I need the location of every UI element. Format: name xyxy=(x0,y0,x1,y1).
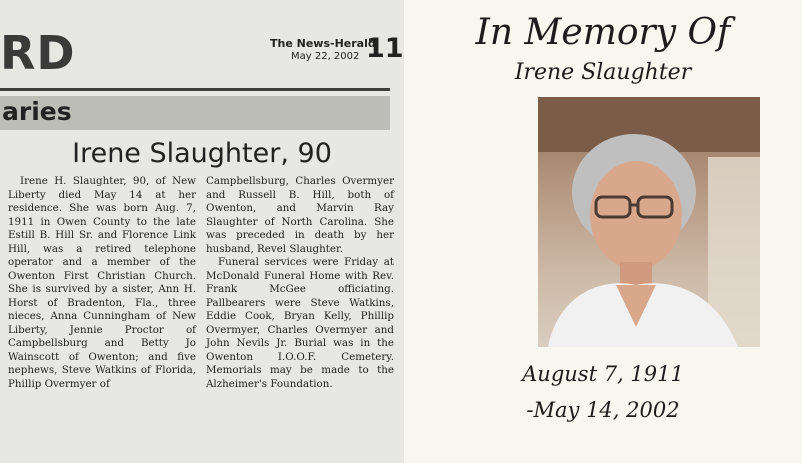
newspaper-name: The News-Herald xyxy=(270,37,376,50)
masthead-fragment: RD xyxy=(0,26,76,80)
obituary-paragraph: Campbellsburg, Charles Overmyer and Russell B. Hill, both of Owenton, and Marvin Ray Slaughter of North Carolina. She was preceded in death by her husband, Revel Slaughter. xyxy=(206,175,394,255)
obituary-paragraph: Funeral services were Friday at McDonald Funeral Home with Rev. Frank McGee officiating. Pallbearers were Steve Watkins, Eddie Cook, Bryan Kelly, Phillip Overmyer, Charles Overmyer and John Nevils Jr. Burial was in the Owenton I.O.O.F. Cemetery. Memorials may be made to the Alzheimer's Foundation. xyxy=(206,256,394,390)
obituary-paragraph: Irene H. Slaughter, 90, of New Liberty died May 14 at her residence. She was born Aug. 7, 1911 in Owen County to the late Estill B. Hill Sr. and Florence Link Hill, was a retired telephone operator and a member of the Owenton First Christian Church. She is survived by a sister, Ann H. Horst of Bradenton, Fla., three nieces, Anna Cunningham of New Liberty, Jennie Proctor of Campbellsburg and Betty Jo Wainscott of Owenton; and five nephews, Steve Watkins of Florida, Phillip Overmyer of xyxy=(8,175,196,390)
portrait-illustration xyxy=(538,97,760,347)
death-date: -May 14, 2002 xyxy=(526,398,680,422)
birth-date: August 7, 1911 xyxy=(522,362,684,386)
obituary-title: Irene Slaughter, 90 xyxy=(72,138,332,169)
portrait-photo xyxy=(538,97,760,347)
obituary-column-1 xyxy=(8,175,196,391)
newspaper-date: May 22, 2002 xyxy=(291,51,360,62)
memorial-card xyxy=(404,0,802,463)
card-name: Irene Slaughter xyxy=(514,60,692,85)
obituary-column-2 xyxy=(206,175,394,391)
section-label: aries xyxy=(2,97,72,126)
header-rule xyxy=(0,88,390,91)
page-number: 11 xyxy=(366,33,404,64)
card-heading: In Memory Of xyxy=(475,12,731,53)
